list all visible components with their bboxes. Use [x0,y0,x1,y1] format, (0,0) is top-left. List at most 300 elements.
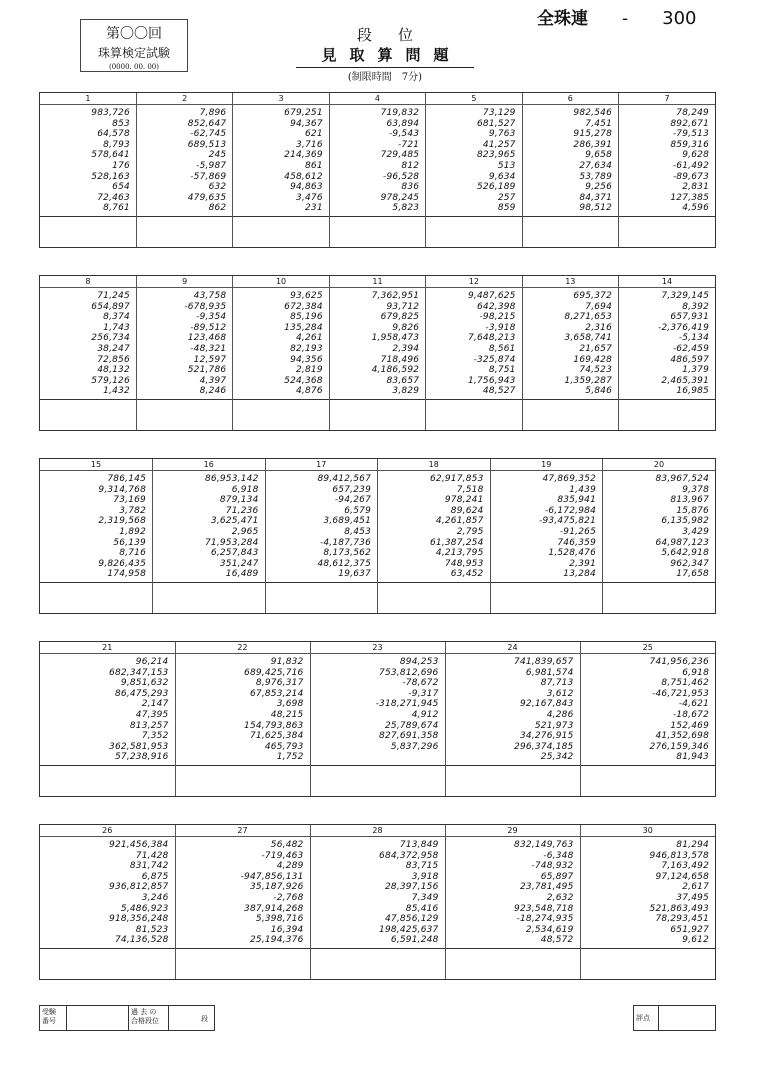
problem-value: 71,625,384 [249,731,304,742]
problem-value: 245 [208,150,227,161]
problem-value: 8,392 [682,301,709,312]
answer-cell[interactable] [40,217,136,248]
problem-value: 4,876 [296,386,323,397]
problem-value: 64,987,123 [655,537,709,548]
problem-number: 26 [40,825,175,837]
problem-value: -5,987 [196,160,227,171]
problem-value: -325,874 [473,354,516,365]
problem-value: 9,256 [585,182,613,193]
problem-value: 465,793 [264,741,304,752]
problem-value: 96,214 [135,657,169,667]
problem-value: -93,475,821 [539,516,596,527]
exam-session: 第〇〇回 [106,26,162,42]
answer-cell[interactable] [329,217,425,248]
problem-value: 17,658 [676,569,709,580]
problem-column [378,471,491,583]
answer-cell[interactable] [136,217,232,248]
problem-value: 6,918 [682,667,709,678]
problem-value: 48,215 [270,709,304,720]
answer-cell[interactable] [580,766,715,797]
problem-column [40,105,136,217]
problem-column [580,837,715,949]
problem-value: 862 [208,203,227,214]
problem-value: 894,253 [399,657,439,667]
problem-value: 513 [497,160,516,171]
problem-value: 94,863 [290,182,323,193]
problem-value: 387,914,268 [244,903,304,914]
past-grade-field[interactable] [168,1006,214,1030]
problem-number: 22 [175,642,310,654]
problem-column [310,654,445,766]
problem-number: 3 [233,93,329,105]
problem-value: 672,384 [284,301,323,312]
problem-value: 89,624 [450,505,484,516]
problem-value: 859 [497,203,516,214]
problem-value: 827,691,358 [379,731,439,742]
problem-value: 48,612,375 [317,558,371,569]
problem-value: 85,196 [290,312,323,323]
problem-value: 1,439 [569,484,596,495]
problem-value: 8,751,462 [661,678,709,689]
problem-value: 813,967 [670,495,709,506]
problem-value: 2,831 [682,182,709,193]
problem-value: 657,931 [670,312,709,323]
problem-column [175,654,310,766]
answer-cell[interactable] [619,400,715,431]
problem-value: 362,581,953 [109,741,169,752]
problem-number: 24 [445,642,580,654]
problem-value: 43,758 [193,291,227,301]
problem-value: 13,284 [563,569,596,580]
problem-value: -9,317 [408,688,439,699]
problem-number: 14 [619,276,715,288]
answer-cell[interactable] [175,949,310,980]
problem-number: 25 [580,642,715,654]
problem-value: 719,832 [380,108,420,118]
problem-value: 718,496 [380,354,420,365]
answer-cell[interactable] [490,583,603,614]
problem-value: 86,953,142 [204,474,259,484]
answer-cell[interactable] [310,949,445,980]
answer-cell[interactable] [40,400,136,431]
problem-value: 823,965 [476,150,516,161]
problem-column [40,288,136,400]
problem-value: 123,468 [187,333,227,344]
problem-value: 812 [401,160,420,171]
problem-value: 81,294 [676,840,709,850]
problem-value: 9,826 [392,322,420,333]
problem-value: 2,632 [546,892,574,903]
problem-value: 2,147 [141,699,169,710]
problem-value: 83,967,524 [655,474,709,484]
problem-value: 48,572 [540,935,574,946]
problem-value: 16,394 [270,924,304,935]
problem-value: -98,215 [479,312,516,323]
problem-value: -18,274,935 [516,914,574,925]
problem-value: 654,897 [91,301,130,312]
problem-value: 351,247 [219,558,259,569]
answer-cell[interactable] [233,400,329,431]
problem-table [40,276,715,430]
problem-section [39,824,716,980]
problem-value: 9,378 [682,484,709,495]
problem-value: 879,134 [219,495,259,506]
past-grade-label [128,1006,168,1030]
problem-column [619,105,715,217]
examinee-number-label [40,1006,66,1030]
problem-value: 62,917,853 [429,474,484,484]
problem-column [153,471,266,583]
problem-value: 4,397 [199,375,227,386]
answer-cell[interactable] [426,217,522,248]
problem-value: 7,896 [199,108,227,118]
problem-value: 2,534,619 [525,924,574,935]
problem-number: 12 [426,276,522,288]
past-grade-text: 過 去 の 合格段位 [131,1008,159,1025]
problem-column [233,105,329,217]
problem-column [580,654,715,766]
problem-section [39,275,716,431]
problem-value: 7,352 [141,731,169,742]
problem-value: 93,625 [290,291,323,301]
problem-value: 1,432 [103,386,130,397]
problem-value: 832,149,763 [514,840,574,850]
problem-value: 93,712 [386,301,420,312]
problem-value: 921,456,384 [109,840,169,850]
answer-cell[interactable] [522,400,618,431]
answer-cell[interactable] [426,400,522,431]
problem-value: 4,261 [296,333,323,344]
problem-value: 479,635 [187,192,227,203]
problem-value: 6,579 [344,505,371,516]
problem-value: 9,658 [585,150,613,161]
answer-cell[interactable] [329,400,425,431]
problem-value: 651,927 [670,924,709,935]
problem-value: 8,561 [488,343,516,354]
problem-value: 4,912 [411,709,439,720]
problem-value: 71,236 [225,505,259,516]
problem-value: 923,548,718 [514,903,574,914]
problem-value: -78,672 [402,678,439,689]
answer-cell[interactable] [40,583,153,614]
problem-column [233,288,329,400]
problem-column [445,837,580,949]
problem-table [40,93,715,247]
problem-value: 7,349 [411,892,439,903]
problem-value: 6,875 [141,871,169,882]
problem-value: 198,425,637 [379,924,439,935]
problem-value: 6,135,982 [661,516,709,527]
problem-value: 8,173,562 [323,548,371,559]
problem-value: 74,136,528 [114,935,169,946]
problem-value: 946,813,578 [649,850,709,861]
problem-column [40,837,175,949]
problem-value: 72,463 [97,192,130,203]
problem-value: -719,463 [261,850,304,861]
problem-value: 9,487,625 [468,291,516,301]
problem-value: 8,761 [103,203,130,214]
problem-value: 16,489 [225,569,259,580]
problem-value: 8,751 [488,365,516,376]
answer-cell[interactable] [619,217,715,248]
problem-value: 63,452 [450,569,484,580]
problem-value: 6,591,248 [390,935,439,946]
problem-value: -96,528 [383,171,420,182]
problem-value: 56,139 [113,537,146,548]
problem-value: 689,425,716 [244,667,304,678]
problem-value: 1,892 [119,526,146,537]
problem-value: 12,597 [193,354,227,365]
answer-cell[interactable] [310,766,445,797]
problem-number: 21 [40,642,175,654]
answer-cell[interactable] [233,217,329,248]
problem-value: 978,241 [444,495,484,506]
answer-cell[interactable] [40,766,175,797]
problem-value: 1,359,287 [564,375,613,386]
problem-number: 8 [40,276,136,288]
problem-value: 48,527 [482,386,516,397]
problem-value: 78,249 [676,108,709,118]
problem-column [329,105,425,217]
problem-value: 892,671 [670,118,709,129]
problem-value: 524,368 [284,375,323,386]
problem-value: 34,276,915 [519,731,574,742]
problem-value: 2,617 [682,882,709,893]
problem-value: 1,958,473 [371,333,420,344]
problem-value: 4,596 [682,203,709,214]
problem-column [603,471,716,583]
answer-cell[interactable] [40,949,175,980]
problem-value: 7,694 [585,301,613,312]
problem-number: 5 [426,93,522,105]
problem-value: 9,612 [682,935,709,946]
problem-value: 2,465,391 [661,375,709,386]
problem-value: 65,897 [540,871,574,882]
answer-cell[interactable] [265,583,378,614]
problem-value: 28,397,156 [384,882,439,893]
problem-value: 1,756,943 [468,375,516,386]
examinee-number-field[interactable] [66,1006,128,1030]
answer-cell[interactable] [445,766,580,797]
problem-column [619,288,715,400]
problem-value: 82,193 [290,343,323,354]
problem-value: 67,853,214 [249,688,304,699]
problem-number: 15 [40,459,153,471]
problem-value: 296,374,185 [514,741,574,752]
problem-value: 53,789 [579,171,613,182]
brand-name: 全珠連 [537,9,588,29]
score-box [633,1005,716,1031]
problem-value: 92,167,843 [519,699,574,710]
answer-cell[interactable] [445,949,580,980]
problem-value: -61,492 [672,160,709,171]
answer-cell[interactable] [522,217,618,248]
problem-value: 72,856 [97,354,130,365]
problem-value: 78,293,451 [655,914,709,925]
problem-value: 15,876 [676,505,709,516]
problem-value: 2,795 [456,526,484,537]
problem-value: -721 [397,139,420,150]
problem-value: 852,647 [187,118,227,129]
problem-value: -94,267 [334,495,371,506]
problem-value: 73,129 [482,108,516,118]
problem-value: 521,786 [187,365,227,376]
problem-value: 861 [304,160,323,171]
problem-value: 5,642,918 [661,548,709,559]
problem-value: 4,286 [546,709,574,720]
problem-value: -318,271,945 [375,699,439,710]
problem-number: 7 [619,93,715,105]
problem-value: -4,621 [678,699,709,710]
answer-cell[interactable] [580,949,715,980]
answer-cell[interactable] [378,583,491,614]
problem-value: 2,965 [231,526,259,537]
problem-value: 152,469 [670,720,709,731]
problem-value: 853 [112,118,130,129]
problem-value: 8,246 [199,386,227,397]
problem-value: 41,257 [482,139,516,150]
problem-value: 8,793 [103,139,130,150]
problem-value: 859,316 [670,139,709,150]
problem-value: -9,354 [196,312,227,323]
time-limit: (制限時間 7分) [347,72,423,83]
problem-value: -2,376,419 [657,322,709,333]
problem-number: 19 [490,459,603,471]
problem-number: 20 [603,459,716,471]
exam-date: (0000. 00. 00) [109,63,159,71]
problem-number: 9 [136,276,232,288]
problem-value: 19,637 [338,569,371,580]
problem-value: 3,246 [141,892,169,903]
problem-value: 1,752 [276,752,304,763]
problem-value: -48,321 [190,343,227,354]
examinee-number-text: 受験 番号 [42,1008,56,1025]
problem-value: 681,527 [476,118,516,129]
problem-value: 63,894 [386,118,420,129]
problem-value: 16,985 [676,386,709,397]
problem-value: 9,628 [682,150,709,161]
problem-value: 8,716 [119,548,146,559]
problem-number: 16 [153,459,266,471]
problem-number: 23 [310,642,445,654]
problem-value: 6,257,843 [210,548,259,559]
problem-column [136,288,232,400]
problem-value: -9,543 [388,129,420,140]
brand-dash: - [622,9,629,29]
answer-cell[interactable] [175,766,310,797]
dan-label: 段 [201,1015,208,1023]
problem-value: 7,329,145 [661,291,709,301]
problem-value: 528,163 [91,171,130,182]
problem-value: -62,745 [190,129,227,140]
problem-value: -748,932 [531,861,574,872]
problem-value: 5,837,296 [390,741,439,752]
problem-number: 10 [233,276,329,288]
problem-value: 154,793,863 [244,720,304,731]
problem-value: 835,941 [557,495,596,506]
problem-number: 6 [522,93,618,105]
grade-label: 段位 [356,26,439,44]
page-number: 300 [662,8,697,29]
problem-number: 27 [175,825,310,837]
problem-value: 983,726 [91,108,130,118]
problem-value: 276,159,346 [649,741,709,752]
problem-value: 4,213,795 [435,548,484,559]
problem-value: 56,482 [270,840,304,850]
problem-value: 3,612 [546,688,574,699]
problem-value: 91,832 [270,657,304,667]
problem-value: 2,819 [296,365,323,376]
problem-value: 2,319,568 [98,516,146,527]
answer-cell[interactable] [153,583,266,614]
problem-column [329,288,425,400]
problem-column [40,654,175,766]
problem-value: 87,713 [540,678,574,689]
problem-value: 578,641 [91,150,130,161]
problem-value: 23,781,495 [519,882,574,893]
problem-number: 29 [445,825,580,837]
problem-column [40,471,153,583]
problem-column [175,837,310,949]
problem-value: 257 [497,192,516,203]
problem-value: 127,385 [670,192,709,203]
problem-value: 8,374 [103,312,130,323]
problem-value: 8,976,317 [255,678,304,689]
problem-value: 6,918 [231,484,259,495]
problem-value: 3,689,451 [323,516,371,527]
problem-value: 713,849 [399,840,439,850]
problem-value: 3,658,741 [564,333,613,344]
problem-value: 81,523 [135,924,169,935]
problem-value: 936,812,857 [109,882,169,893]
problem-value: -2,768 [273,892,304,903]
problem-value: 486,597 [670,354,709,365]
problem-value: 2,394 [392,343,420,354]
problem-value: 458,612 [284,171,323,182]
problem-value: 169,428 [573,354,613,365]
problem-value: 521,863,493 [649,903,709,914]
page-title: 見取算問題 [296,44,474,68]
problem-value: 915,278 [573,129,613,140]
problem-section [39,641,716,797]
problem-value: 83,657 [386,375,420,386]
problem-column [522,105,618,217]
problem-value: 83,715 [405,861,439,872]
score-field[interactable] [658,1006,715,1030]
problem-value: 97,124,658 [655,871,709,882]
problem-value: 71,428 [135,850,169,861]
problem-value: 962,347 [670,558,709,569]
problem-value: 2,316 [585,322,613,333]
problem-value: -89,512 [190,322,227,333]
answer-cell[interactable] [136,400,232,431]
problem-value: 679,825 [380,312,420,323]
problem-table [40,642,715,796]
problem-number: 13 [522,276,618,288]
problem-value: -6,172,984 [544,505,596,516]
problem-value: 6,981,574 [525,667,574,678]
problem-value: 679,251 [284,108,323,118]
problem-value: 81,943 [676,752,709,763]
answer-cell[interactable] [603,583,716,614]
problem-value: 521,973 [534,720,574,731]
score-text: 評点 [636,1014,650,1022]
problem-value: 9,634 [488,171,516,182]
problem-value: 4,186,592 [371,365,420,376]
problem-number: 17 [265,459,378,471]
problem-value: 73,169 [113,495,146,506]
problem-value: 753,812,696 [379,667,439,678]
